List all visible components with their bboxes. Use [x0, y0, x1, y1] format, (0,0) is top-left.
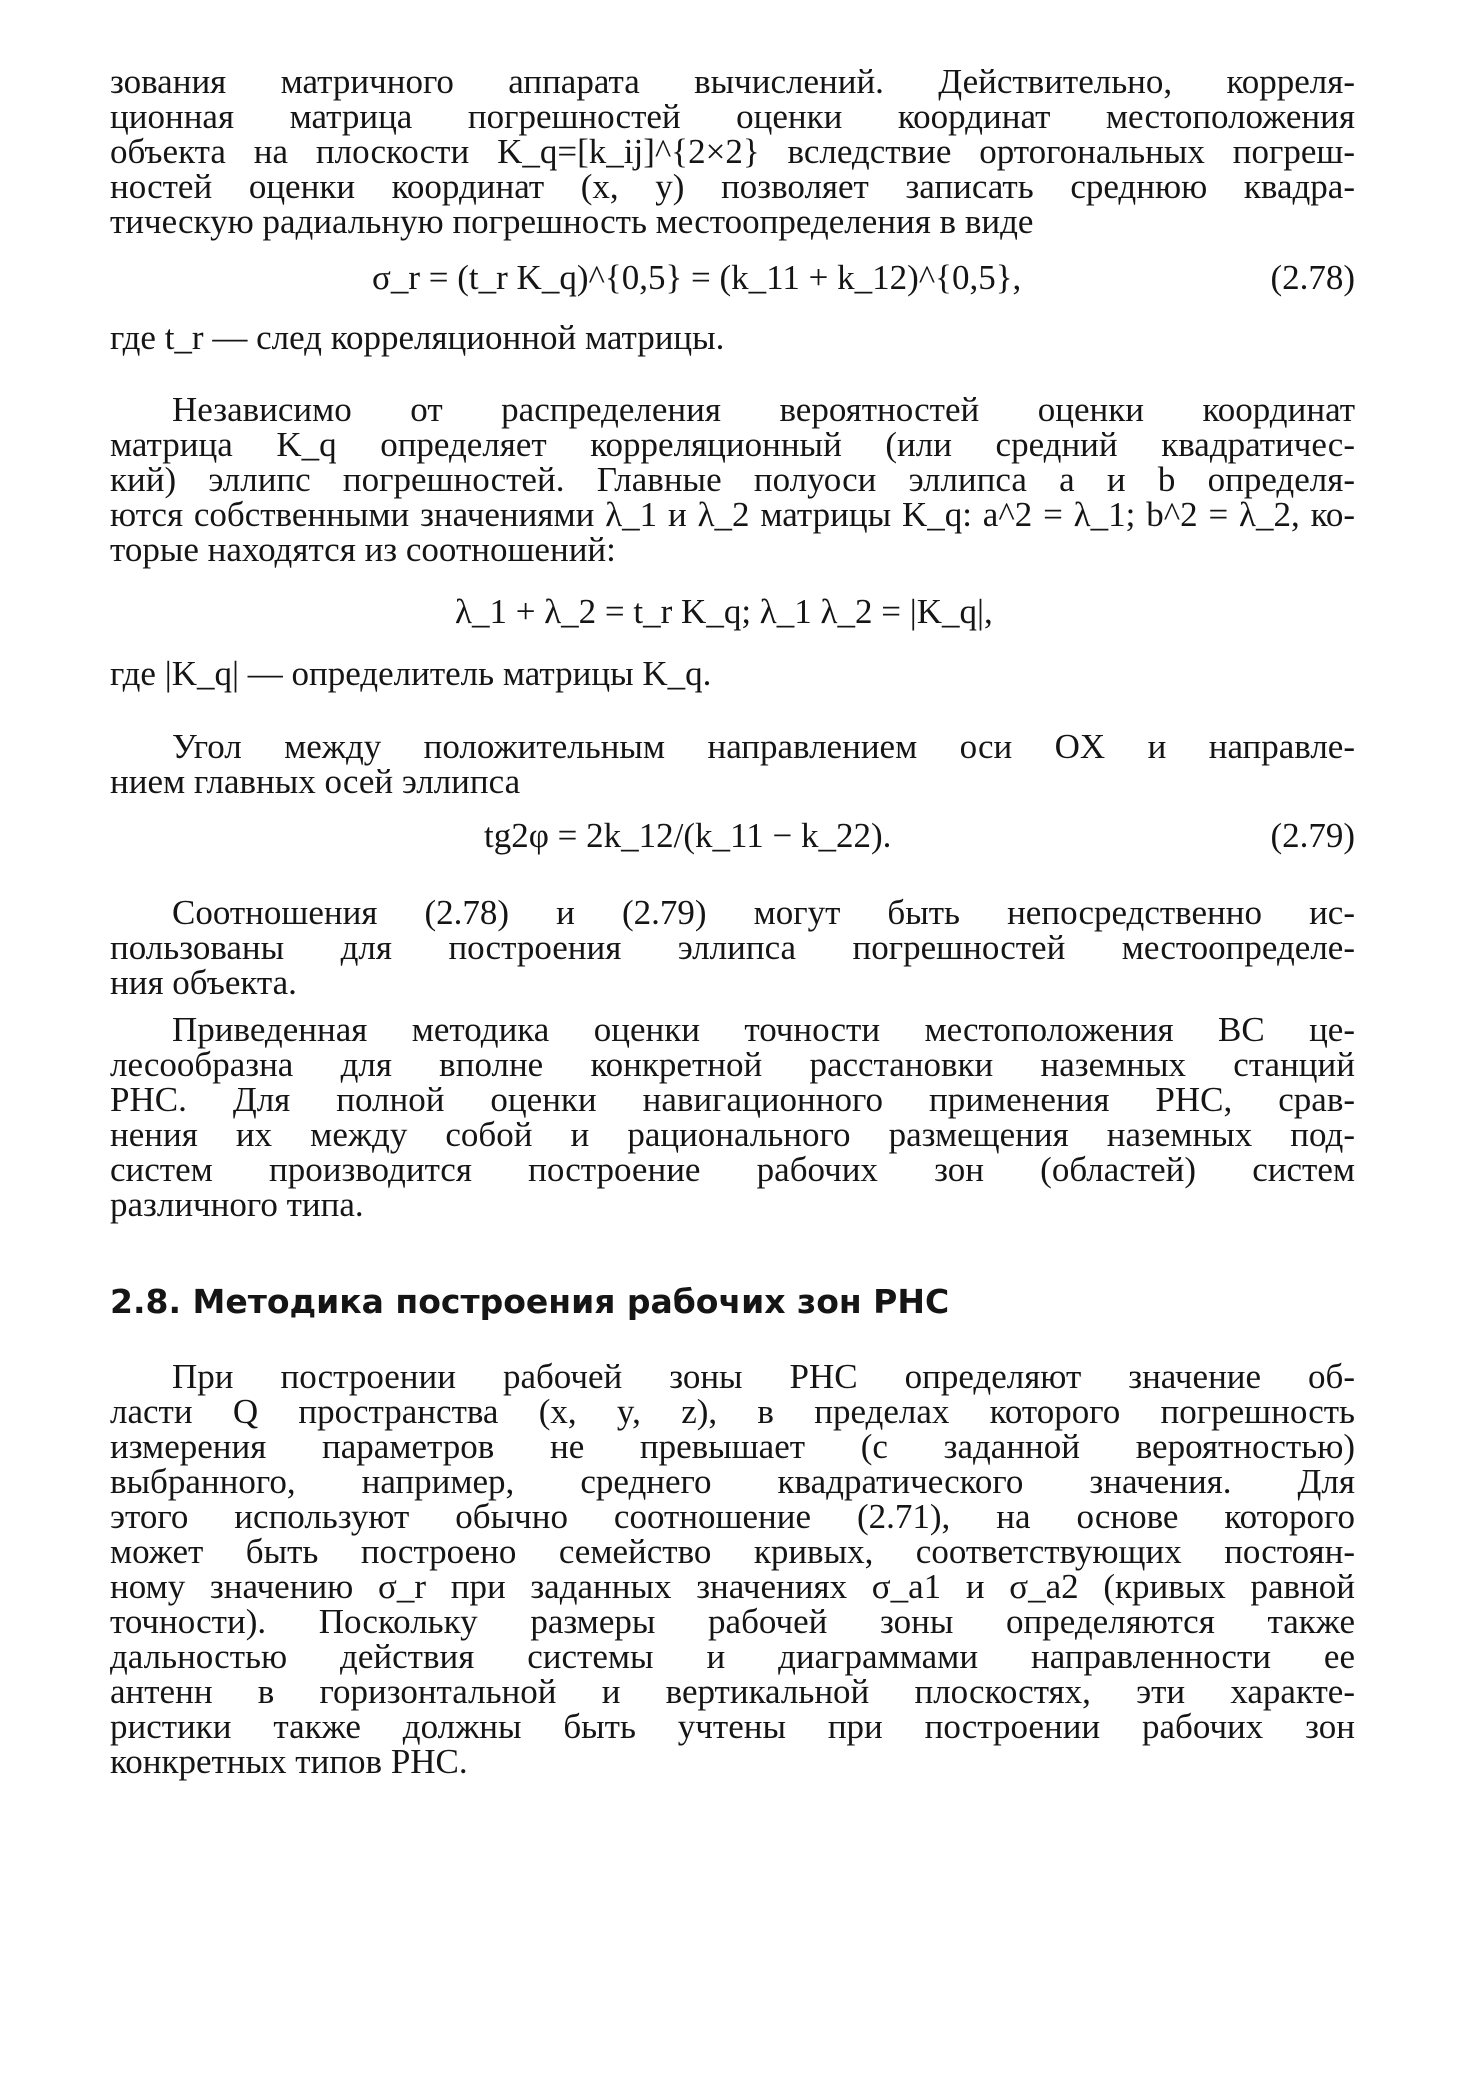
text-line	[110, 167, 1355, 207]
text-line	[110, 1497, 1355, 1537]
text-line-content: измерения параметров не превышает (с заданной вероятностью)	[110, 1427, 1355, 1466]
text-line	[110, 318, 1355, 358]
text-line-content: зования матричного аппарата вычислений. Действительно, корреля-	[110, 62, 1355, 101]
formula-2-78	[110, 258, 1355, 298]
text-line-content: матрица K_q определяет корреляционный (или средний квадратичес-	[110, 425, 1355, 464]
equation-number: (2.78)	[1270, 258, 1355, 297]
text-line-content: точности). Поскольку размеры рабочей зоны определяются также	[110, 1602, 1355, 1641]
formula-expression: tg2φ = 2k_12/(k_11 − k_22).	[484, 816, 892, 855]
text-line	[110, 460, 1355, 500]
text-line	[110, 1532, 1355, 1572]
text-line-content: ристики также должны быть учтены при построении рабочих зон	[110, 1707, 1355, 1746]
text-line-content: нием главных осей эллипса	[110, 762, 521, 801]
text-line-content: РНС. Для полной оценки навигационного применения РНС, срав-	[110, 1080, 1355, 1119]
text-line-content: конкретных типов РНС.	[110, 1742, 468, 1781]
formula-2-79	[110, 816, 1355, 856]
formula-eigenvalues	[110, 592, 1355, 632]
text-line	[172, 727, 1355, 767]
formula-expression: σ_r = (t_r K_q)^{0,5} = (k_11 + k_12)^{0,5},	[372, 258, 1022, 297]
text-line-content: объекта на плоскости K_q=[k_ij]^{2×2} вследствие ортогональных погреш-	[110, 132, 1355, 171]
text-line-content: где t_r — след корреляционной матрицы.	[110, 318, 725, 357]
text-line-content: пользованы для построения эллипса погрешностей местоопределе-	[110, 928, 1355, 967]
section-heading: 2.8. Методика построения рабочих зон РНС	[110, 1282, 950, 1321]
text-line-content: может быть построено семейство кривых, соответствующих постоян-	[110, 1532, 1355, 1571]
text-line	[110, 1392, 1355, 1432]
text-line	[110, 1115, 1355, 1155]
text-line	[172, 1357, 1355, 1397]
text-line-content: выбранного, например, среднего квадратического значения. Для	[110, 1462, 1355, 1501]
text-line	[110, 1672, 1355, 1712]
text-line-content: Соотношения (2.78) и (2.79) могут быть непосредственно ис-	[172, 893, 1355, 932]
text-line-content: кий) эллипс погрешностей. Главные полуоси эллипса a и b определя-	[110, 460, 1355, 499]
text-line	[110, 62, 1355, 102]
text-line	[110, 1637, 1355, 1677]
text-line	[110, 762, 1355, 802]
text-line	[110, 495, 1355, 535]
text-line-content: этого используют обычно соотношение (2.71), на основе которого	[110, 1497, 1355, 1536]
text-line-content: Приведенная методика оценки точности местоположения ВС це-	[172, 1010, 1355, 1049]
text-line	[110, 97, 1355, 137]
text-line-content: ния объекта.	[110, 963, 297, 1002]
text-line	[110, 132, 1355, 172]
text-line-content: антенн в горизонтальной и вертикальной плоскостях, эти характе-	[110, 1672, 1355, 1711]
text-line	[110, 963, 1355, 1003]
text-line	[110, 1150, 1355, 1190]
text-line	[110, 1707, 1355, 1747]
text-line-content: ностей оценки координат (x, y) позволяет записать среднюю квадра-	[110, 167, 1355, 206]
equation-number: (2.79)	[1270, 816, 1355, 855]
text-line	[110, 1742, 1355, 1782]
text-line-content: Независимо от распределения вероятностей оценки координат	[172, 390, 1355, 429]
text-line	[110, 1045, 1355, 1085]
text-line-content: Угол между положительным направлением оси OX и направле-	[172, 727, 1355, 766]
text-line-content: дальностью действия системы и диаграммами направленности ее	[110, 1637, 1355, 1676]
text-line-content: лесообразна для вполне конкретной расстановки наземных станций	[110, 1045, 1355, 1084]
text-line-content: систем производится построение рабочих зон (областей) систем	[110, 1150, 1355, 1189]
text-line	[110, 654, 1355, 694]
text-line	[110, 928, 1355, 968]
text-line-content: При построении рабочей зоны РНС определяют значение об-	[172, 1357, 1355, 1396]
text-line-content: ласти Q пространства (x, y, z), в пределах которого погрешность	[110, 1392, 1355, 1431]
text-line	[110, 1427, 1355, 1467]
text-line	[110, 1462, 1355, 1502]
text-line-content: ному значению σ_r при заданных значениях σ_a1 и σ_a2 (кривых равной	[110, 1567, 1355, 1606]
text-line-content: тическую радиальную погрешность местоопределения в виде	[110, 202, 1034, 241]
text-line	[110, 1567, 1355, 1607]
text-line-content: различного типа.	[110, 1185, 364, 1224]
text-line	[110, 1185, 1355, 1225]
text-line	[110, 530, 1355, 570]
formula-expression: λ_1 + λ_2 = t_r K_q; λ_1 λ_2 = |K_q|,	[455, 592, 993, 631]
text-line-content: нения их между собой и рационального размещения наземных под-	[110, 1115, 1355, 1154]
text-line-content: ются собственными значениями λ_1 и λ_2 матрицы K_q: a^2 = λ_1; b^2 = λ_2, ко-	[110, 495, 1355, 534]
text-line	[110, 1080, 1355, 1120]
text-line	[110, 1602, 1355, 1642]
text-line	[172, 1010, 1355, 1050]
text-line	[172, 390, 1355, 430]
text-line-content: где |K_q| — определитель матрицы K_q.	[110, 654, 712, 693]
text-line	[172, 893, 1355, 933]
text-line-content: ционная матрица погрешностей оценки координат местоположения	[110, 97, 1355, 136]
text-line	[110, 202, 1355, 242]
text-line	[110, 425, 1355, 465]
text-line-content: торые находятся из соотношений:	[110, 530, 616, 569]
